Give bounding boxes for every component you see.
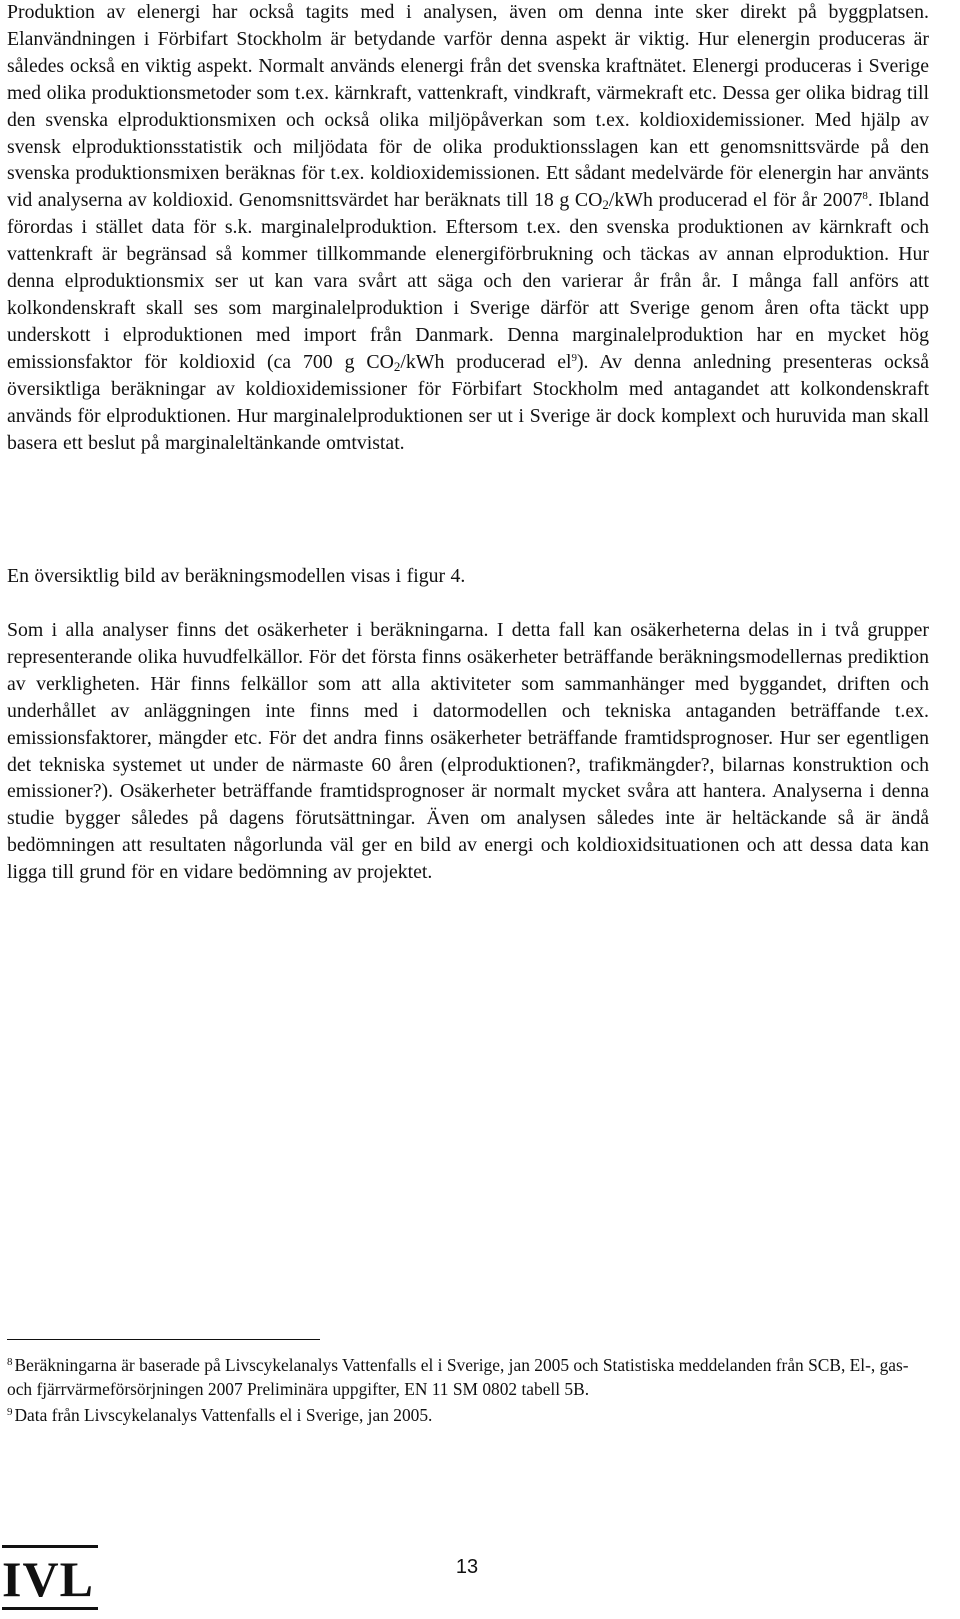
paragraph-model-overview: En översiktlig bild av beräkningsmodellen visas i figur 4. xyxy=(7,565,466,587)
ivl-logo xyxy=(2,1545,100,1611)
subscript: 2 xyxy=(602,197,609,213)
footnote-ref-8: 8 xyxy=(862,190,868,203)
footnote-text: Beräkningarna är baserade på Livscykelanalys Vattenfalls el i Sverige, jan 2005 och Statistiska meddelanden från SCB, El-, gas- och fjärrvärmeförsörjningen 2007 Preliminära uppgifter, EN 11 SM 0802 tabell 5B. xyxy=(7,1355,909,1400)
footnote-9 xyxy=(7,1403,932,1427)
footnote-mark: 9 xyxy=(7,1406,13,1418)
paragraph-uncertainties: Som i alla analyser finns det osäkerheter i beräkningarna. I detta fall kan osäkerheterna delas in i två grupper representerande olika huvudfelkällor. För det första finns osäkerheter beträffande beräkningsmodellernas prediktion av verkligheten. Här finns felkällor som att alla aktiviteter som sammanhänger med byggandet, driften och underhållet av anläggningen inte finns med i datormodellen och tekniska antaganden beträffande t.ex. emissionsfaktorer, mängder etc. För det andra finns osäkerheter beträffande framtidsprognoser. Hur ser egentligen det tekniska systemet ut under de närmaste 60 åren (elproduktionen?, trafikmängder?, bilarnas konstruktion och emissioner?). Osäkerheter beträffande framtidsprognoser är normalt mycket svåra att hantera. Analyserna i denna studie bygger således på dagens förutsättningar. Även om analysen således inte är heltäckande så är ändå bedömningen att resultaten någorlunda väl ger en bild av energi och koldioxidsituationen och att dessa data kan ligga till grund för en vidare bedömning av projektet. xyxy=(7,619,929,884)
text-run: Produktion av elenergi har också tagits med i analysen, även om denna inte sker direkt på byggplatsen. Elanvändningen i Förbifart Stockholm är betydande varför denna aspekt är viktig. Hur elenergin produceras är således också en viktig aspekt. Normalt används elenergi från det svenska kraftnätet. Elenergi produceras i Sverige med olika produktionsmetoder som t.ex. kärnkraft, vattenkraft, vindkraft, värmekraft etc. Dessa ger olika bidrag till den svenska elproduktionsmixen och också olika miljöpåverkan som t.ex. koldioxidemissioner. Med hjälp av svensk elproduktionsstatistik och miljödata för de olika produktionsslagen kan ett genomsnittsvärde på den svenska produktionsmixen beräknas för t.ex. koldioxidemissionen. Ett sådant medelvärde för elenergin har använts vid analyserna av koldioxid. Genomsnittsvärdet har beräknats till 18 g CO xyxy=(7,1,929,212)
text-run: /kWh producerad el xyxy=(400,350,572,373)
subscript: 2 xyxy=(393,358,401,374)
footnote-separator xyxy=(7,1339,320,1340)
page-number: 13 xyxy=(455,1556,479,1578)
footnote-mark: 8 xyxy=(7,1356,13,1368)
footnote-8 xyxy=(7,1353,932,1402)
text-run: /kWh producerad el för år 2007 xyxy=(608,189,863,212)
logo-top-bar xyxy=(2,1545,98,1548)
text-run: ). Av denna anledning presenteras också översiktliga beräkningar av koldioxidemissioner för Förbifart Stockholm med antagandet att kolkondenskraft används för elproduktionen. Hur marginalelproduktionen ser ut i Sverige är dock komplext och huruvida man skall basera ett beslut på marginaleltänkande omtvistat. xyxy=(7,350,929,454)
text-run: . Ibland förordas i stället data för s.k. marginalelproduktion. Eftersom t.ex. den svenska produktionen av kärnkraft och vattenkraft är begränsad så kommer tillkommande elenergiförbrukning och täckas av annan elproduktion. Hur denna elproduktionsmix ser ut kan vara svårt att säga och den varierar år från år. I många fall anförs att kolkondenskraft skall ses som marginalelproduktion i Sverige därför att Sverige genom åren ofta täckt upp underskott i elproduktionen med import från Danmark. Denna marginalelproduktion har en mycket hög emissionsfaktor för koldioxid (ca 700 g CO xyxy=(7,189,929,373)
footnote-ref-9: 9 xyxy=(571,351,577,364)
paragraph-electricity xyxy=(7,0,929,456)
logo-bottom-bar xyxy=(2,1607,98,1610)
logo-text: IVL xyxy=(2,1551,94,1607)
footnote-text: Data från Livscykelanalys Vattenfalls el i Sverige, jan 2005. xyxy=(14,1405,433,1425)
